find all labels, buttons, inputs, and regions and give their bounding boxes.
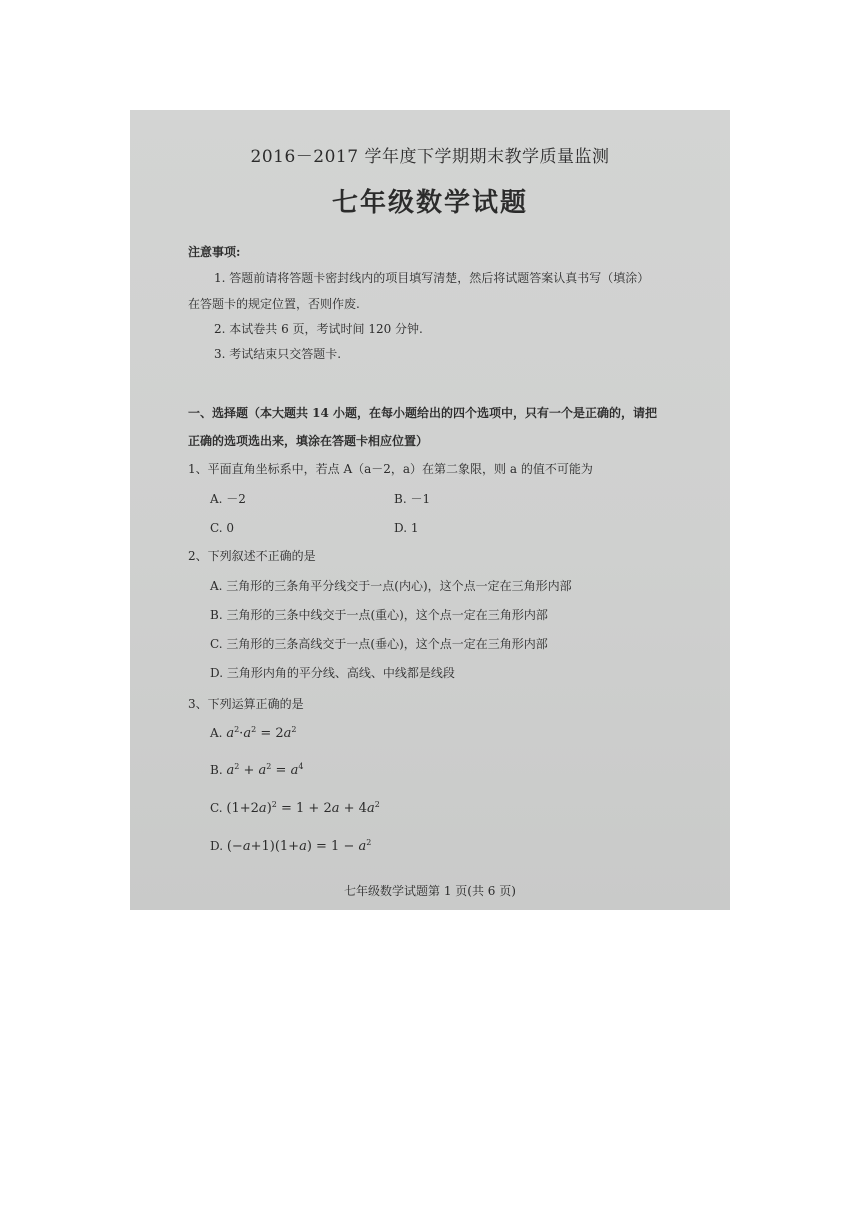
option-letter: C.	[210, 801, 223, 815]
question-3-option-a	[210, 726, 296, 741]
question-1-option-b: B. －1	[394, 492, 431, 506]
formula: $a^2\cdot a^2 = 2a^2$	[226, 725, 297, 741]
question-2-option-b: B. 三角形的三条中线交于一点(重心)，这个点一定在三角形内部	[210, 608, 548, 622]
notice-heading: 注意事项:	[188, 245, 241, 259]
question-3-option-d	[210, 839, 371, 854]
page-footer: 七年级数学试题第 1 页(共 6 页)	[344, 884, 516, 898]
question-1-option-d: D. 1	[394, 521, 419, 535]
question-2-stem: 2、下列叙述不正确的是	[188, 549, 316, 563]
question-1-option-a: A. －2	[210, 492, 246, 506]
option-letter: D.	[210, 839, 224, 853]
notice-item-1-continued: 在答题卡的规定位置，否则作废.	[188, 297, 360, 311]
notice-item-2: 2. 本试卷共 6 页，考试时间 120 分钟.	[214, 322, 423, 336]
question-1-stem: 1、平面直角坐标系中，若点 A（a－2，a）在第二象限，则 a 的值不可能为	[188, 462, 593, 476]
notice-item-3: 3. 考试结束只交答题卡.	[214, 347, 342, 361]
exam-page-photo	[130, 110, 730, 910]
question-2-option-c: C. 三角形的三条高线交于一点(垂心)，这个点一定在三角形内部	[210, 637, 548, 651]
question-2-option-a: A. 三角形的三条角平分线交于一点(内心)，这个点一定在三角形内部	[210, 579, 572, 593]
question-3-option-c	[210, 801, 380, 816]
question-3-option-b	[210, 763, 303, 778]
question-3-stem: 3、下列运算正确的是	[188, 697, 304, 711]
section-heading: 一、选择题（本大题共 14 小题，在每小题给出的四个选项中，只有一个是正确的，请把	[188, 406, 658, 420]
question-1-option-c: C. 0	[210, 521, 235, 535]
formula: $(1+2a)^2 = 1 + 2a + 4a^2$	[226, 800, 380, 816]
notice-item-1: 1. 答题前请将答题卡密封线内的项目填写清楚，然后将试题答案认真书写（填涂）	[214, 271, 650, 285]
option-letter: B.	[210, 763, 223, 777]
option-letter: A.	[210, 726, 223, 740]
formula: $(-a+1)(1+a) = 1 - a^2$	[226, 838, 372, 854]
section-heading-continued: 正确的选项选出来，填涂在答题卡相应位置）	[188, 434, 429, 448]
formula: $a^2 + a^2 = a^4$	[226, 762, 304, 778]
exam-title: 七年级数学试题	[331, 188, 528, 218]
question-2-option-d: D. 三角形内角的平分线、高线、中线都是线段	[210, 666, 455, 680]
exam-header: 2016－2017 学年度下学期期末教学质量监测	[250, 147, 610, 167]
